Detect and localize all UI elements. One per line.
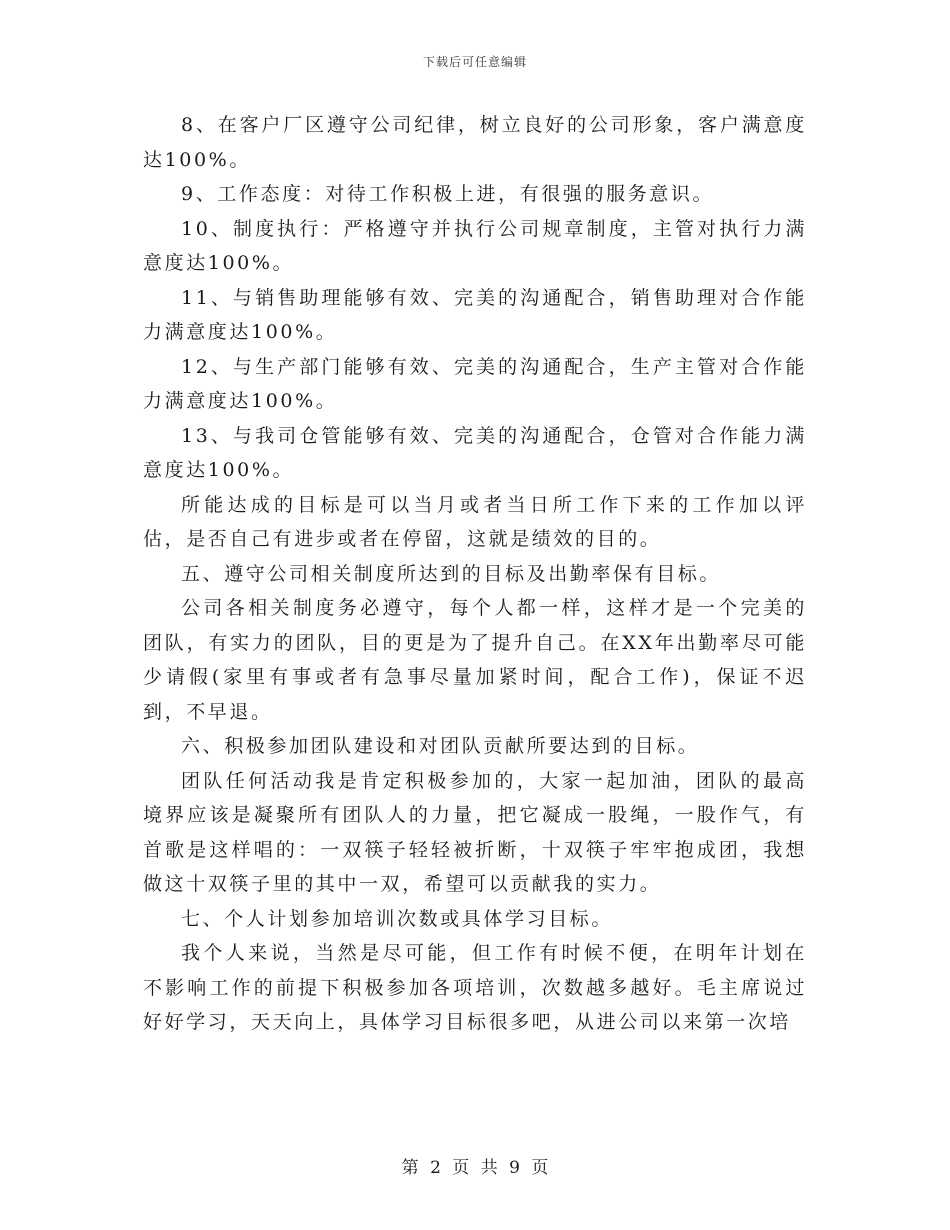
paragraph-section-7: 我个人来说，当然是尽可能，但工作有时候不便，在明年计划在不影响工作的前提下积极参加各项培训，次数越多越好。毛主席说过好好学习，天天向上，具体学习目标很多吧，从进公司以来第一次培 [143,942,807,1033]
paragraph-section-6: 团队任何活动我是肯定积极参加的，大家一起加油，团队的最高境界应该是凝聚所有团队人的力量，把它凝成一股绳，一股作气，有首歌是这样唱的：一双筷子轻轻被折断，十双筷子牢牢抱成团，我想做这十双筷子里的其中一双，希望可以贡献我的实力。 [143,769,807,895]
paragraph-item-9: 9、工作态度：对待工作积极上进，有很强的服务意识。 [181,183,715,205]
paragraph-item-11: 11、与销售助理能够有效、完美的沟通配合，销售助理对合作能力满意度达100%。 [143,286,807,343]
paragraph-item-13: 13、与我司仓管能够有效、完美的沟通配合，仓管对合作能力满意度达100%。 [143,424,807,481]
section-heading-6: 六、积极参加团队建设和对团队贡献所要达到的目标。 [181,735,700,757]
page-number: 第 2 页 共 9 页 [401,1158,549,1178]
paragraph-summary: 所能达成的目标是可以当月或者当日所工作下来的工作加以评估，是否自己有进步或者在停留，这就是绩效的目的。 [143,493,807,550]
document-body [143,108,807,1040]
paragraph-item-12: 12、与生产部门能够有效、完美的沟通配合，生产主管对合作能力满意度达100%。 [143,355,807,412]
paragraph-item-8: 8、在客户厂区遵守公司纪律，树立良好的公司形象，客户满意度达100%。 [143,114,807,171]
section-heading-5: 五、遵守公司相关制度所达到的目标及出勤率保有目标。 [181,562,722,585]
paragraph-item-10: 10、制度执行：严格遵守并执行公司规章制度，主管对执行力满意度达100%。 [143,217,807,274]
page-header-note: 下载后可任意编辑 [422,55,527,69]
section-heading-7: 七、个人计划参加培训次数或具体学习目标。 [181,907,614,930]
paragraph-section-5: 公司各相关制度务必遵守，每个人都一样，这样才是一个完美的团队，有实力的团队，目的更是为了提升自己。在XX年出勤率尽可能少请假(家里有事或者有急事尽量加紧时间，配合工作)，保证不迟到，不早退。 [143,597,807,723]
